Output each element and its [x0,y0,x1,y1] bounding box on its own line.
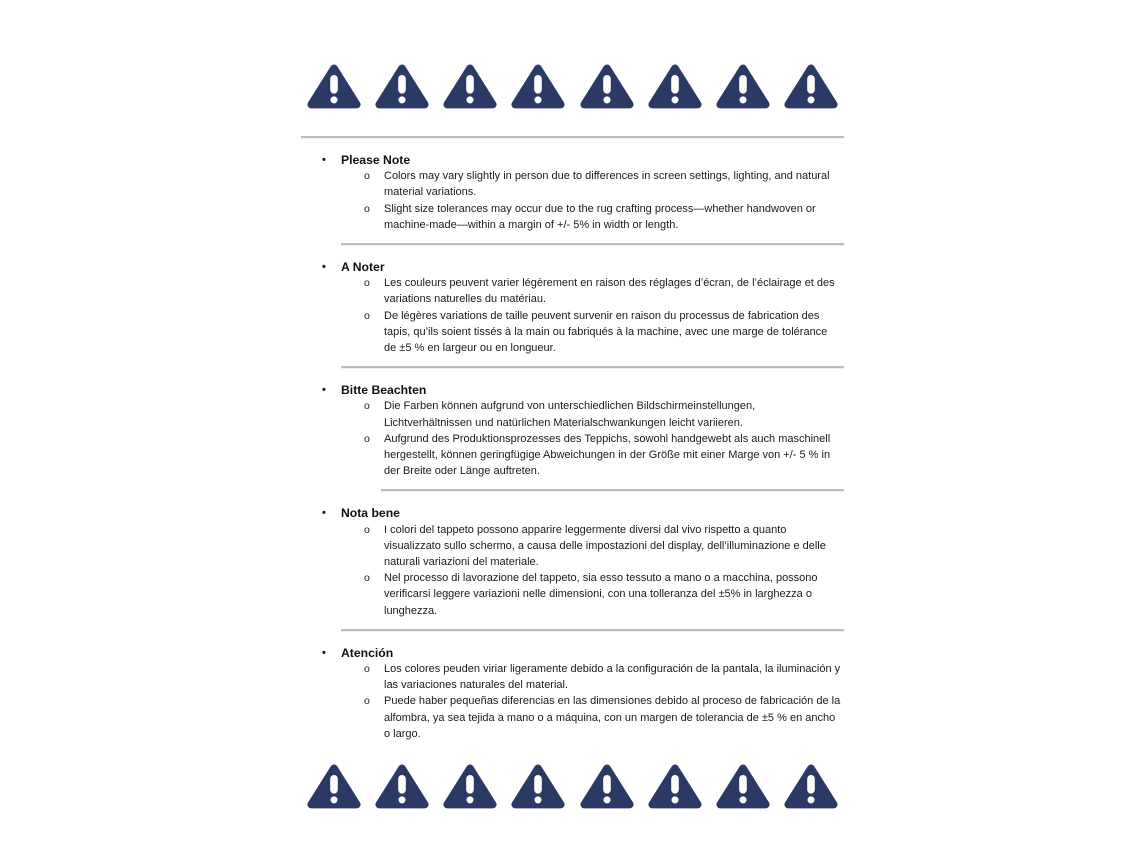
section-heading-row [301,505,844,521]
note-item-text: De légères variations de taille peuvent survenir en raison du processus de fabrication des tapis, qu’ils soient tissés à la main ou fabriqués à la machine, avec une marge de tolérance de ±5 % en largeur ou en longueur. [384,309,828,355]
warning-triangle-icon [716,61,770,111]
warning-triangle-icon [511,61,565,111]
warning-triangle-icon [443,61,497,111]
note-item-row [301,522,844,571]
note-item-text: Nel processo di lavorazione del tappeto, sia esso tessuto a mano o a macchina, possono verificarsi leggere variazioni nelle dimensioni, con una tolleranza del ±5% in larghezza o lunghezza. [384,572,818,617]
horizontal-divider [381,489,844,492]
warning-triangle-icon [648,61,702,111]
warning-triangle-icon [784,761,838,811]
warning-icons-row-top [301,60,844,112]
warning-triangle-icon [443,761,497,811]
section-heading-row [301,382,844,398]
warning-triangle-icon [307,761,361,811]
warning-triangle-icon [580,761,634,811]
horizontal-divider [341,243,844,246]
horizontal-divider [341,366,844,369]
warning-triangle-icon [375,761,429,811]
section-atencion [301,645,844,742]
circle-bullet-icon: o [364,572,370,585]
horizontal-divider [301,136,844,139]
note-item-row [301,661,844,693]
warning-triangle-icon [580,61,634,111]
section-please-note [301,152,844,233]
section-heading: Nota bene [341,506,400,521]
note-item-row [301,398,844,430]
note-item-text: Die Farben können aufgrund von unterschiedlichen Bildschirmeinstellungen, Lichtverhältnissen und natürlichen Materialschwankungen leicht variieren. [384,400,756,429]
note-item-text: I colori del tappeto possono apparire leggermente diversi dal vivo rispetto a quanto visualizzato sullo schermo, a causa delle impostazioni del display, dell’illuminazione e delle naturali variazioni del materiale. [384,523,826,569]
circle-bullet-icon: o [364,695,370,708]
circle-bullet-icon: o [364,170,370,183]
bullet-icon: • [322,507,326,520]
circle-bullet-icon: o [364,432,370,445]
note-item-row [301,168,844,200]
warning-triangle-icon [648,761,702,811]
note-item-text: Colors may vary slightly in person due to differences in screen settings, lighting, and natural material variations. [384,170,830,199]
warning-triangle-icon [375,61,429,111]
note-item-row [301,570,844,619]
note-item-row [301,275,844,307]
note-item-row [301,693,844,742]
note-item-text: Slight size tolerances may occur due to the rug crafting process—whether handwoven or machine-made—within a margin of +/- 5% in width or length. [384,202,816,231]
document-content [301,0,844,812]
warning-triangle-icon [511,761,565,811]
bullet-icon: • [322,154,326,166]
section-nota-bene [301,505,844,618]
circle-bullet-icon: o [364,202,370,215]
bullet-icon: • [322,646,326,659]
section-heading-row [301,152,844,168]
note-item-text: Puede haber pequeñas diferencias en las dimensiones debido al proceso de fabricación de la alfombra, ya sea tejida a mano o a máquina, con un margen de tolerancia de ±5 % en ancho o largo. [384,695,841,740]
circle-bullet-icon: o [364,400,370,413]
section-heading: Please Note [341,153,411,167]
section-a-noter [301,259,844,356]
section-heading: Atención [341,645,394,660]
note-item-text: Aufgrund des Produktionsprozesses des Teppichs, sowohl handgewebt als auch maschinell hergestellt, können geringfügige Abweichungen in der Größe mit einer Marge von +/- 5 % in der Breite oder Länge auftreten. [384,432,831,478]
note-item-text: Les couleurs peuvent varier légèrement en raison des réglages d’écran, de l’éclairage et des variations naturelles du matériau. [384,277,835,306]
circle-bullet-icon: o [364,277,370,290]
bullet-icon: • [322,261,326,274]
circle-bullet-icon: o [364,523,370,536]
note-item-row [301,431,844,480]
horizontal-divider [341,629,844,632]
note-item-text: Los colores peuden viriar ligeramente debido a la configuración de la pantala, la iluminación y las variaciones naturales del material. [384,663,841,692]
warning-triangle-icon [307,61,361,111]
warning-triangle-icon [716,761,770,811]
warning-icons-row-bottom [301,760,844,812]
warning-triangle-icon [784,61,838,111]
bullet-icon: • [322,384,326,397]
note-item-row [301,308,844,357]
section-heading-row [301,259,844,275]
circle-bullet-icon: o [364,309,370,322]
section-bitte-beachten [301,382,844,479]
circle-bullet-icon: o [364,663,370,676]
section-heading-row [301,645,844,661]
note-item-row [301,201,844,233]
section-heading: A Noter [341,260,385,275]
section-heading: Bitte Beachten [341,383,427,398]
